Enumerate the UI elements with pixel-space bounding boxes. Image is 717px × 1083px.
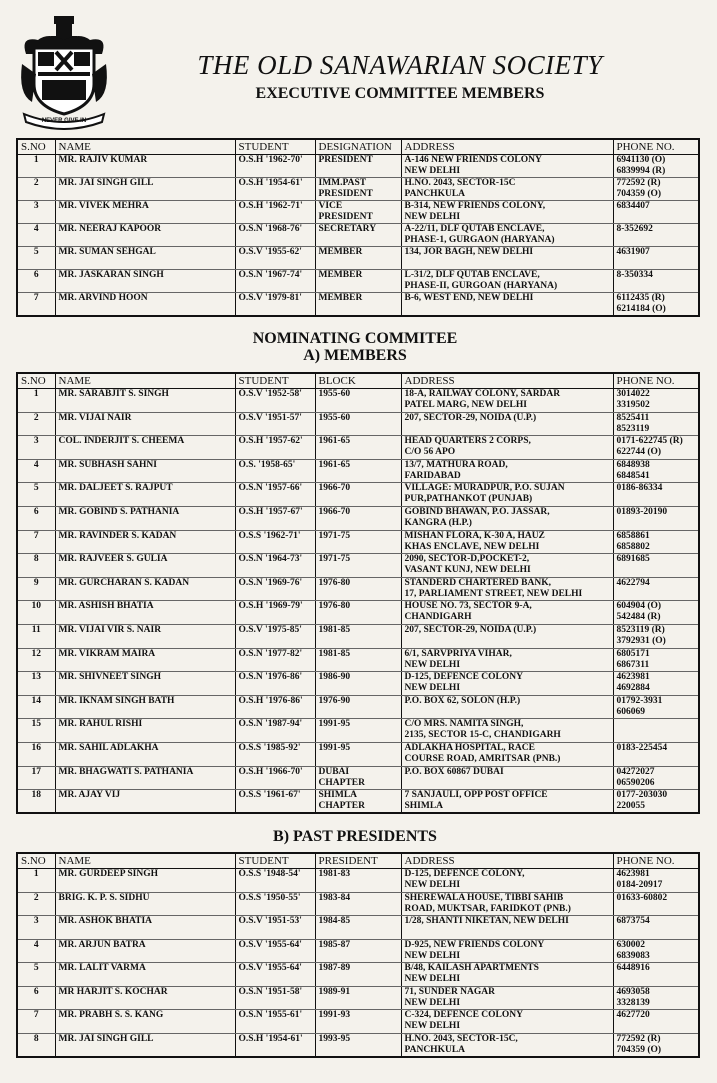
cell-student: O.S.H '1966-70' [235,766,315,790]
table-row [17,201,699,224]
cell-address: MISHAN FLORA, K-30 A, HAUZ KHAS ENCLAVE, NEW DELHI [401,530,613,554]
cell-serial-number: 1 [17,389,55,413]
cell-address: D-125, DEFENCE COLONY, NEW DELHI [401,869,613,893]
table-row [17,530,699,554]
cell-designation: 1955-60 [315,389,401,413]
table-row [17,270,699,293]
cell-phone: 01633-60802 [613,892,699,916]
cell-phone: 0171-622745 (R) 622744 (O) [613,436,699,460]
cell-student: O.S.N '1987-94' [235,719,315,743]
cell-serial-number: 7 [17,1010,55,1034]
cell-student: O.S.N '1968-76' [235,224,315,247]
cell-name: MR. NEERAJ KAPOOR [55,224,235,247]
cell-phone: 4627720 [613,1010,699,1034]
cell-address: ADLAKHA HOSPITAL, RACE COURSE ROAD, AMRITSAR (PNB.) [401,742,613,766]
table-row [17,648,699,672]
cell-serial-number: 5 [17,247,55,270]
table-row [17,412,699,436]
cell-serial-number: 7 [17,530,55,554]
cell-student: O.S.S '1985-92' [235,742,315,766]
cell-phone: 0186-86334 [613,483,699,507]
cell-phone: 0177-203030 220055 [613,790,699,814]
cell-designation: 1981-85 [315,624,401,648]
cell-student: O.S.N '1976-86' [235,672,315,696]
cell-phone: 772592 (R) 704359 (O) [613,178,699,201]
cell-serial-number: 3 [17,201,55,224]
table-row [17,459,699,483]
cell-serial-number: 8 [17,554,55,578]
column-header-designation: DESIGNATION [315,139,401,155]
cell-student: O.S.N '1969-76' [235,577,315,601]
cell-student: O.S. '1958-65' [235,459,315,483]
cell-designation: 1955-60 [315,412,401,436]
table-row [17,178,699,201]
cell-designation: 1991-95 [315,719,401,743]
column-header-name: NAME [55,373,235,389]
column-header-name: NAME [55,139,235,155]
cell-designation: DUBAI CHAPTER [315,766,401,790]
cell-student: O.S.V '1955-64' [235,963,315,987]
table-row [17,672,699,696]
cell-address: STANDERD CHARTERED BANK, 17, PARLIAMENT STREET, NEW DELHI [401,577,613,601]
cell-serial-number: 6 [17,506,55,530]
cell-name: MR. RAHUL RISHI [55,719,235,743]
cell-name: MR. RAJVEER S. GULIA [55,554,235,578]
cell-name: MR. VIVEK MEHRA [55,201,235,224]
cell-designation: MEMBER [315,247,401,270]
cell-designation: 1971-75 [315,530,401,554]
crest-motto: NEVER GIVE IN [41,118,87,124]
cell-designation: MEMBER [315,270,401,293]
cell-serial-number: 5 [17,963,55,987]
cell-address: D-925, NEW FRIENDS COLONY NEW DELHI [401,939,613,963]
cell-phone: 604904 (O) 542484 (R) [613,601,699,625]
cell-student: O.S.V '1951-53' [235,916,315,940]
cell-designation: 1981-83 [315,869,401,893]
cell-serial-number: 11 [17,624,55,648]
cell-name: MR. RAJIV KUMAR [55,155,235,178]
cell-phone: 6873754 [613,916,699,940]
table-row [17,790,699,814]
cell-designation: MEMBER [315,293,401,317]
cell-student: O.S.H '1957-67' [235,506,315,530]
cell-designation: 1991-95 [315,742,401,766]
cell-phone: 4623981 0184-20917 [613,869,699,893]
nominating-committee-heading: NOMINATING COMMITEE [252,330,458,347]
table-row [17,293,699,317]
page-title: THE OLD SANAWARIAN SOCIETY [197,50,603,80]
cell-designation: 1966-70 [315,506,401,530]
cell-phone [613,719,699,743]
table-row [17,939,699,963]
cell-student: O.S.N '1957-66' [235,483,315,507]
cell-address: SHEREWALA HOUSE, TIBBI SAHIB ROAD, MUKTSAR, FARIDKOT (PNB.) [401,892,613,916]
cell-student: O.S.H '1954-61' [235,1033,315,1057]
column-header-serial-number: S.NO [17,373,55,389]
cell-serial-number: 6 [17,270,55,293]
cell-student: O.S.H '1957-62' [235,436,315,460]
cell-designation: SHIMLA CHAPTER [315,790,401,814]
cell-address: 1/28, SHANTI NIKETAN, NEW DELHI [401,916,613,940]
cell-designation: 1993-95 [315,1033,401,1057]
cell-designation: 1961-65 [315,459,401,483]
cell-address: 6/1, SARVPRIYA VIHAR, NEW DELHI [401,648,613,672]
table-row [17,916,699,940]
cell-name: MR. AJAY VIJ [55,790,235,814]
cell-serial-number: 2 [17,412,55,436]
cell-serial-number: 5 [17,483,55,507]
table-row [17,155,699,178]
cell-serial-number: 15 [17,719,55,743]
table-row [17,695,699,719]
cell-name: MR. LALIT VARMA [55,963,235,987]
cell-name: MR. RAVINDER S. KADAN [55,530,235,554]
cell-name: MR. ASHOK BHATIA [55,916,235,940]
column-header-name: NAME [55,853,235,869]
cell-phone: 6848938 6848541 [613,459,699,483]
cell-name: MR. VIJAI NAIR [55,412,235,436]
table-row [17,892,699,916]
cell-phone: 4622794 [613,577,699,601]
cell-serial-number: 4 [17,224,55,247]
cell-student: O.S.V '1979-81' [235,293,315,317]
table-row [17,624,699,648]
cell-name: MR. IKNAM SINGH BATH [55,695,235,719]
column-header-phone: PHONE NO. [613,373,699,389]
cell-serial-number: 16 [17,742,55,766]
cell-student: O.S.S '1948-54' [235,869,315,893]
table-row [17,963,699,987]
cell-serial-number: 4 [17,459,55,483]
table-header-row [17,139,699,155]
nominating-members-table [16,372,700,814]
cell-name: COL. INDERJIT S. CHEEMA [55,436,235,460]
cell-student: O.S.N '1977-82' [235,648,315,672]
cell-phone: 01792-3931 606069 [613,695,699,719]
column-header-designation: BLOCK [315,373,401,389]
cell-student: O.S.N '1951-58' [235,986,315,1010]
cell-name: MR HARJIT S. KOCHAR [55,986,235,1010]
cell-phone: 6834407 [613,201,699,224]
table-row [17,483,699,507]
cell-student: O.S.S '1961-67' [235,790,315,814]
cell-phone: 6448916 [613,963,699,987]
cell-phone: 01893-20190 [613,506,699,530]
cell-student: O.S.V '1955-62' [235,247,315,270]
cell-student: O.S.S '1962-71' [235,530,315,554]
cell-phone: 8523119 (R) 3792931 (O) [613,624,699,648]
cell-designation: 1966-70 [315,483,401,507]
cell-serial-number: 7 [17,293,55,317]
executive-committee-table [16,138,700,317]
cell-name: MR. JAI SINGH GILL [55,178,235,201]
cell-student: O.S.V '1952-58' [235,389,315,413]
cell-designation: IMM.PAST PRESIDENT [315,178,401,201]
cell-name: MR. ASHISH BHATIA [55,601,235,625]
cell-designation: 1983-84 [315,892,401,916]
table-row [17,1010,699,1034]
cell-name: MR. VIKRAM MAIRA [55,648,235,672]
cell-phone: 3014022 3319502 [613,389,699,413]
cell-address: A-146 NEW FRIENDS COLONY NEW DELHI [401,155,613,178]
cell-student: O.S.V '1951-57' [235,412,315,436]
cell-name: MR. SUMAN SEHGAL [55,247,235,270]
cell-phone: 8525411 8523119 [613,412,699,436]
cell-student: O.S.H '1962-71' [235,201,315,224]
cell-address: 13/7, MATHURA ROAD, FARIDABAD [401,459,613,483]
cell-designation: 1985-87 [315,939,401,963]
cell-phone: 4623981 4692884 [613,672,699,696]
cell-designation: 1976-80 [315,601,401,625]
cell-serial-number: 3 [17,916,55,940]
cell-phone: 772592 (R) 704359 (O) [613,1033,699,1057]
column-header-student: STUDENT [235,853,315,869]
cell-name: MR. GOBIND S. PATHANIA [55,506,235,530]
cell-designation: 1987-89 [315,963,401,987]
table-row [17,247,699,270]
column-header-designation: PRESIDENT [315,853,401,869]
cell-student: O.S.H '1976-86' [235,695,315,719]
cell-address: 2090, SECTOR-D,POCKET-2, VASANT KUNJ, NEW DELHI [401,554,613,578]
cell-address: B-6, WEST END, NEW DELHI [401,293,613,317]
table-row [17,742,699,766]
page-subtitle: EXECUTIVE COMMITTEE MEMBERS [255,85,545,102]
cell-name: MR. JASKARAN SINGH [55,270,235,293]
cell-name: MR. ARJUN BATRA [55,939,235,963]
past-presidents-table [16,852,700,1058]
cell-student: O.S.H '1954-61' [235,178,315,201]
cell-serial-number: 18 [17,790,55,814]
cell-name: MR. JAI SINGH GILL [55,1033,235,1057]
cell-designation: 1961-65 [315,436,401,460]
cell-serial-number: 9 [17,577,55,601]
cell-phone: 04272027 06590206 [613,766,699,790]
cell-phone: 630002 6839083 [613,939,699,963]
column-header-serial-number: S.NO [17,139,55,155]
cell-phone: 6941130 (O) 6839994 (R) [613,155,699,178]
cell-phone: 6891685 [613,554,699,578]
column-header-address: ADDRESS [401,373,613,389]
cell-address: C-324, DEFENCE COLONY NEW DELHI [401,1010,613,1034]
cell-address: 207, SECTOR-29, NOIDA (U.P.) [401,624,613,648]
cell-address: P.O. BOX 60867 DUBAI [401,766,613,790]
cell-student: O.S.H '1969-79' [235,601,315,625]
cell-phone: 8-350334 [613,270,699,293]
column-header-student: STUDENT [235,139,315,155]
cell-serial-number: 1 [17,869,55,893]
column-header-student: STUDENT [235,373,315,389]
cell-designation: 1989-91 [315,986,401,1010]
cell-name: MR. GURDEEP SINGH [55,869,235,893]
cell-serial-number: 3 [17,436,55,460]
table-row [17,577,699,601]
column-header-address: ADDRESS [401,853,613,869]
cell-designation: 1986-90 [315,672,401,696]
cell-address: B-314, NEW FRIENDS COLONY, NEW DELHI [401,201,613,224]
cell-name: MR. BHAGWATI S. PATHANIA [55,766,235,790]
table-row [17,436,699,460]
cell-address: 207, SECTOR-29, NOIDA (U.P.) [401,412,613,436]
cell-address: 7 SANJAULI, OPP POST OFFICE SHIMLA [401,790,613,814]
cell-phone: 0183-225454 [613,742,699,766]
cell-name: MR. SUBHASH SAHNI [55,459,235,483]
table-header-row [17,373,699,389]
cell-phone: 6805171 6867311 [613,648,699,672]
cell-serial-number: 4 [17,939,55,963]
cell-phone: 6112435 (R) 6214184 (O) [613,293,699,317]
table-row [17,506,699,530]
table-row [17,1033,699,1057]
cell-designation: 1976-80 [315,577,401,601]
column-header-address: ADDRESS [401,139,613,155]
cell-address: B/48, KAILASH APARTMENTS NEW DELHI [401,963,613,987]
cell-address: GOBIND BHAWAN, P.O. JASSAR, KANGRA (H.P.) [401,506,613,530]
cell-designation: 1976-90 [315,695,401,719]
society-crest-logo [18,14,110,130]
cell-address: 71, SUNDER NAGAR NEW DELHI [401,986,613,1010]
table-row [17,224,699,247]
cell-designation: 1991-93 [315,1010,401,1034]
cell-student: O.S.N '1955-61' [235,1010,315,1034]
cell-name: MR. ARVIND HOON [55,293,235,317]
cell-address: HOUSE NO. 73, SECTOR 9-A, CHANDIGARH [401,601,613,625]
cell-address: 134, JOR BAGH, NEW DELHI [401,247,613,270]
cell-student: O.S.N '1967-74' [235,270,315,293]
cell-student: O.S.H '1962-70' [235,155,315,178]
cell-address: H.NO. 2043, SECTOR-15C PANCHKULA [401,178,613,201]
cell-designation: VICE PRESIDENT [315,201,401,224]
cell-address: C/O MRS. NAMITA SINGH, 2135, SECTOR 15-C, CHANDIGARH [401,719,613,743]
cell-address: P.O. BOX 62, SOLON (H.P.) [401,695,613,719]
cell-address: HEAD QUARTERS 2 CORPS, C/O 56 APO [401,436,613,460]
cell-address: VILLAGE: MURADPUR, P.O. SUJAN PUR,PATHANKOT (PUNJAB) [401,483,613,507]
cell-designation: 1984-85 [315,916,401,940]
cell-name: MR. GURCHARAN S. KADAN [55,577,235,601]
table-row [17,719,699,743]
cell-name: MR. SAHIL ADLAKHA [55,742,235,766]
column-header-phone: PHONE NO. [613,853,699,869]
cell-address: D-125, DEFENCE COLONY NEW DELHI [401,672,613,696]
table-row [17,869,699,893]
cell-student: O.S.N '1964-73' [235,554,315,578]
cell-serial-number: 8 [17,1033,55,1057]
cell-serial-number: 1 [17,155,55,178]
table-row [17,766,699,790]
cell-serial-number: 13 [17,672,55,696]
cell-address: L-31/2, DLF QUTAB ENCLAVE, PHASE-II, GURGOAN (HARYANA) [401,270,613,293]
cell-name: MR. SHIVNEET SINGH [55,672,235,696]
cell-name: MR. VIJAI VIR S. NAIR [55,624,235,648]
cell-designation: PRESIDENT [315,155,401,178]
cell-name: MR. PRABH S. S. KANG [55,1010,235,1034]
cell-phone: 4631907 [613,247,699,270]
cell-serial-number: 6 [17,986,55,1010]
cell-serial-number: 14 [17,695,55,719]
cell-designation: 1981-85 [315,648,401,672]
cell-student: O.S.V '1955-64' [235,939,315,963]
table-row [17,554,699,578]
cell-address: A-22/11, DLF QUTAB ENCLAVE, PHASE-1, GURGAON (HARYANA) [401,224,613,247]
cell-serial-number: 17 [17,766,55,790]
cell-student: O.S.V '1975-85' [235,624,315,648]
cell-serial-number: 2 [17,892,55,916]
table-row [17,601,699,625]
cell-phone: 6858861 6858802 [613,530,699,554]
cell-name: MR. DALJEET S. RAJPUT [55,483,235,507]
cell-address: 18-A, RAILWAY COLONY, SARDAR PATEL MARG, NEW DELHI [401,389,613,413]
table-row [17,389,699,413]
cell-student: O.S.S '1950-55' [235,892,315,916]
cell-name: MR. SARABJIT S. SINGH [55,389,235,413]
table-header-row [17,853,699,869]
cell-designation: SECRETARY [315,224,401,247]
cell-serial-number: 10 [17,601,55,625]
cell-phone: 4693058 3328139 [613,986,699,1010]
cell-serial-number: 2 [17,178,55,201]
cell-designation: 1971-75 [315,554,401,578]
cell-phone: 8-352692 [613,224,699,247]
cell-address: H.NO. 2043, SECTOR-15C, PANCHKULA [401,1033,613,1057]
members-heading: A) MEMBERS [303,347,407,364]
cell-name: BRIG. K. P. S. SIDHU [55,892,235,916]
column-header-phone: PHONE NO. [613,139,699,155]
table-row [17,986,699,1010]
column-header-serial-number: S.NO [17,853,55,869]
cell-serial-number: 12 [17,648,55,672]
past-presidents-heading: B) PAST PRESIDENTS [273,828,437,845]
